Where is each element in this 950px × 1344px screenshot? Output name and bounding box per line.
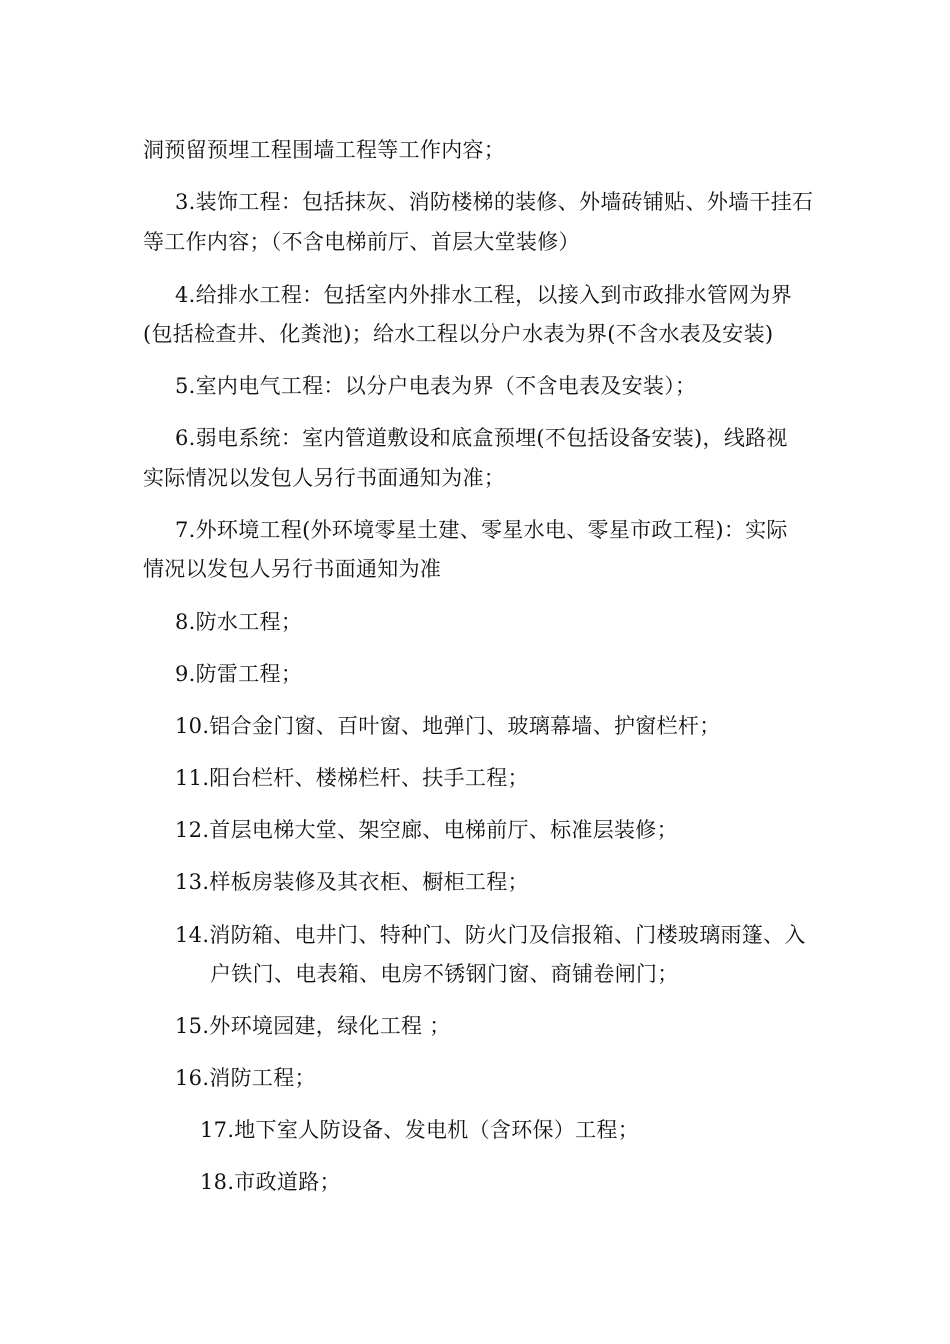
item-6-line-2: 实际情况以发包人另行书面通知为准；	[143, 466, 506, 490]
item-16: 16.消防工程；	[175, 1066, 316, 1090]
item-7-line-2: 情况以发包人另行书面通知为准	[143, 557, 442, 581]
item-18: 18.市政道路；	[200, 1170, 341, 1194]
item-13: 13.样板房装修及其衣柜、橱柜工程；	[175, 870, 529, 894]
item-9: 9.防雷工程；	[175, 662, 303, 686]
item-8: 8.防水工程；	[175, 610, 303, 634]
item-4-line-2: (包括检查井、化粪池)；给水工程以分户水表为界(不含水表及安装)	[143, 322, 774, 346]
text-line-continuation: 洞预留预埋工程围墙工程等工作内容；	[143, 138, 506, 162]
item-14-line-2: 户铁门、电表箱、电房不锈钢门窗、商铺卷闸门；	[210, 962, 679, 986]
item-3-line-2: 等工作内容；（不含电梯前厅、首层大堂装修）	[143, 230, 580, 254]
item-4-line-1: 4.给排水工程：包括室内外排水工程，以接入到市政排水管网为界	[175, 283, 793, 307]
item-15: 15.外环境园建，绿化工程 ；	[175, 1014, 451, 1038]
item-14-line-1: 14.消防箱、电井门、特种门、防火门及信报箱、门楼玻璃雨篷、入	[175, 923, 806, 947]
item-11: 11.阳台栏杆、楼梯栏杆、扶手工程；	[175, 766, 529, 790]
item-17: 17.地下室人防设备、发电机（含环保）工程；	[200, 1118, 639, 1142]
item-6-line-1: 6.弱电系统：室内管道敷设和底盒预埋(不包括设备安装)，线路视	[175, 426, 788, 450]
item-10: 10.铝合金门窗、百叶窗、地弹门、玻璃幕墙、护窗栏杆；	[175, 714, 721, 738]
item-7-line-1: 7.外环境工程(外环境零星土建、零星水电、零星市政工程)：实际	[175, 518, 788, 542]
item-3-line-1: 3.装饰工程：包括抹灰、消防楼梯的装修、外墙砖铺贴、外墙干挂石	[175, 190, 814, 214]
item-12: 12.首层电梯大堂、架空廊、电梯前厅、标准层装修；	[175, 818, 678, 842]
item-5: 5.室内电气工程：以分户电表为界（不含电表及安装）；	[175, 374, 697, 398]
